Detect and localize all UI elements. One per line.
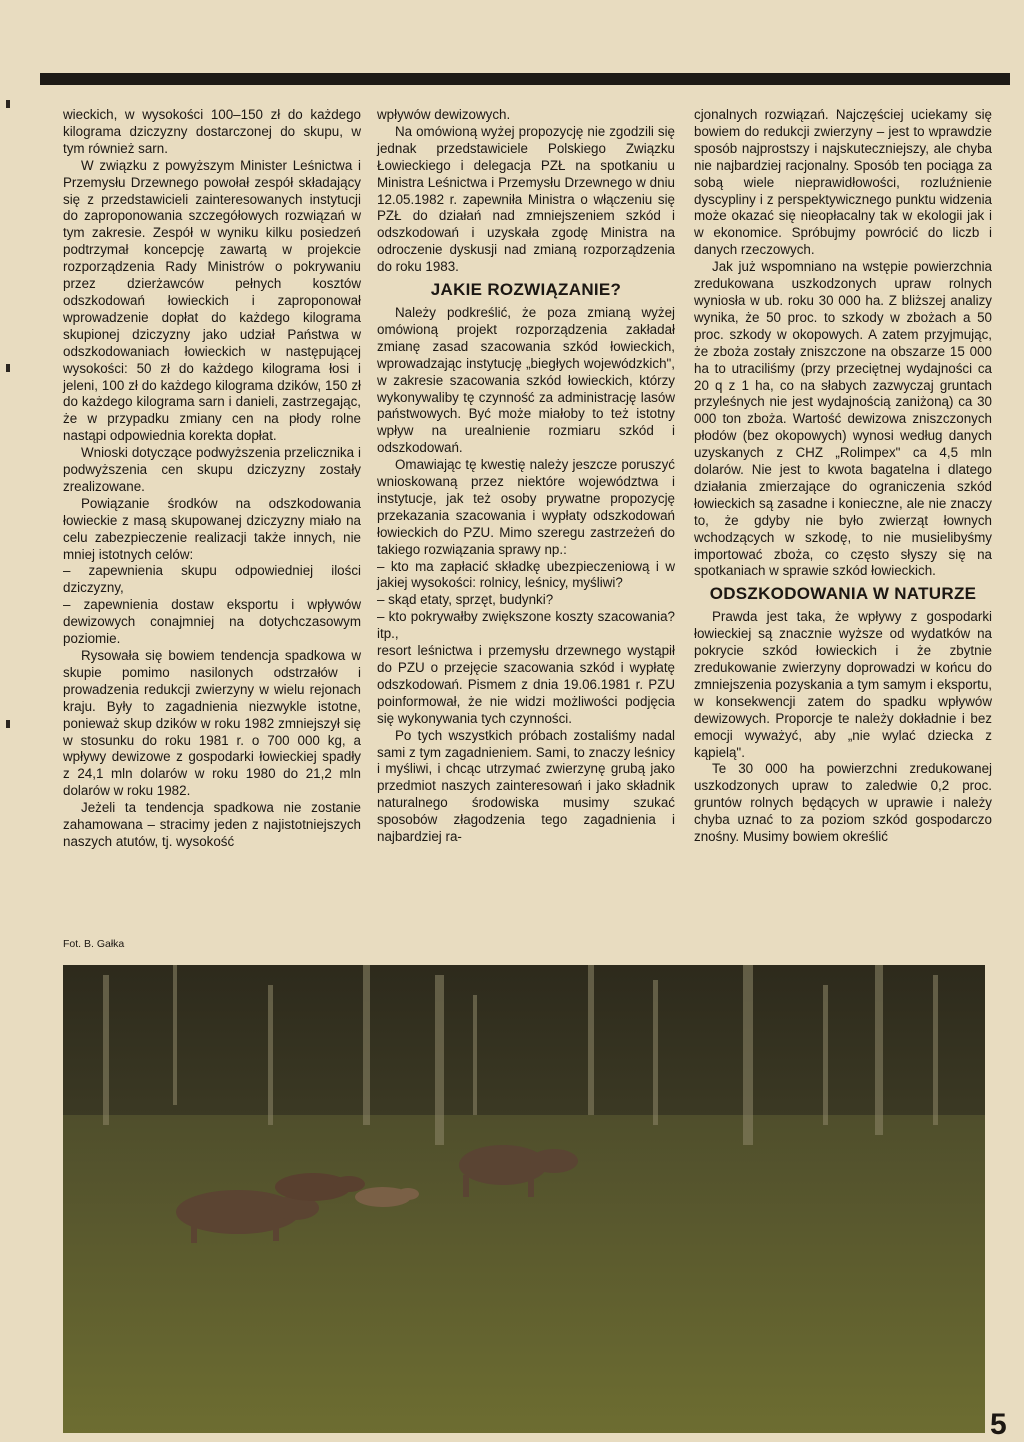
column-3 [694,107,992,846]
top-rule [40,73,1010,85]
paragraph: Wnioski dotyczące podwyższenia przelicznika i podwyższenia cen skupu dziczyzny zostały zrealizowane. [63,445,361,494]
paragraph: Na omówioną wyżej propozycję nie zgodzili się jednak przedstawiciele Polskiego Związku Łowieckiego i delegacja PZŁ na spotkaniu u Ministra Leśnictwa i Przemysłu Drzewnego w dniu 12.05.1982 r. zapewniła Ministra o włączeniu się PZŁ do działań nad zmniejszeniem szkód i odszkodowań i uzyskała zgodę Ministra na odroczenie dyskusji nad zmianą rozporządzenia do roku 1983. [377,123,675,275]
paragraph: resort leśnictwa i przemysłu drzewnego wystąpił do PZU o przejęcie szacowania szkód i wypłatę odszkodowań. Pismem z dnia 19.06.1981 r. PZU poinformował, że nie widzi możliwości podjęcia się wykonywania tych czynności. [377,643,675,726]
list-item: – zapewnienia skupu odpowiedniej ilości dziczyzny, [63,563,361,596]
paragraph: Rysowała się bowiem tendencja spadkowa w skupie pomimo nasilonych odstrzałów i prowadzenia redukcji zwierzyny w wielu rejonach kraju. Były to zagadnienia niezwykle istotne, ponieważ skup dzików w roku 1982 zmniejszył się w stosunku do roku 1981 r. o 700 000 kg, a wpływy dewizowe z gospodarki łowieckiej spadły z 24,1 mln dolarów w roku 1980 do 21,2 mln dolarów w roku 1982. [63,648,361,799]
photo-credit: Fot. B. Gałka [63,938,125,950]
paragraph: wieckich, w wysokości 100–150 zł do każdego kilograma dziczyzny dostarczonej do skupu, w tym również sarn. [63,107,361,156]
section-heading: ODSZKODOWANIA W NATURZE [709,584,977,604]
margin-mark [6,720,10,728]
section-heading: JAKIE ROZWIĄZANIE? [430,280,622,300]
paragraph: Te 30 000 ha powierzchni zredukowanej uszkodzonych upraw to zaledwie 0,2 proc. gruntów rolnych będących w uprawie i należy chyba uznać to za poziom szkód gospodarczo znośny. Musimy bowiem określić [694,761,992,845]
paragraph: Powiązanie środków na odszkodowania łowieckie z masą skupowanej dziczyzny miało na celu zabezpieczenie realizacji także innych, nie mniej istotnych celów: [63,495,361,562]
column-2 [377,107,675,846]
list-item: – kto ma zapłacić składkę ubezpieczeniową i w jakiej wysokości: rolnicy, leśnicy, myśliwi? [377,558,675,591]
paragraph: Omawiając tę kwestię należy jeszcze poruszyć wnioskowaną przez niektóre województwa i instytucje, jak też osoby prywatne propozycję przekazania szacowania i wypłaty odszkodowań łowieckich do PZU. Mimo szeregu zastrzeżeń do takiego rozwiązania sprawy np.: [377,457,675,557]
list-item: – kto pokrywałby zwiększone koszty szacowania? itp., [377,609,675,642]
paragraph: W związku z powyższym Minister Leśnictwa i Przemysłu Drzewnego powołał zespół składający się z przedstawicieli zainteresowanych instytucji do zaproponowania szczegółowych rozwiązań w tym zakresie. Zespół w wyniku kilku posiedzeń podtrzymał koncepcję zawartą w projekcie rozporządzenia Rady Ministrów o pokrywaniu przez dzierżawców pełnych kosztów odszkodowań łowieckich i zaproponował wprowadzenie dopłat do każdego kilograma skupionej dziczyzny jako udział Państwa w odszkodowaniach łowieckich w następującej wysokości: 50 zł do każdego kilograma łosi i jeleni, 100 zł do każdego kilograma dzików, 150 zł do każdego kilograma sarn i danieli, zastrzegając, że w przypadku zmiany cen na płody rolne nastąpi odpowiednia korekta dopłat. [63,157,361,444]
boar-photo-illustration [63,965,985,1433]
paragraph: Jeżeli ta tendencja spadkowa nie zostanie zahamowana – stracimy jeden z najistotniejszych naszych atutów, tj. wysokość [63,800,361,849]
page-number: 5 [990,1408,1007,1441]
paragraph: wpływów dewizowych. [377,107,511,122]
paragraph: Należy podkreślić, że poza zmianą wyżej omówioną projekt rozporządzenia zakładał zmianę zasad szacowania szkód łowieckich, wprowadzając instytucję „biegłych wojewódzkich", w zakresie szacowania szkód łowieckich, którzy wykonywaliby tę czynność za administrację lasów państwowych. Być może miałoby to też istotny wpływ na urealnienie rozmiaru szkód i odszkodowań. [377,304,675,456]
photo-wild-boars [63,965,985,1433]
column-1 [63,107,361,851]
margin-mark [6,100,10,108]
paragraph: cjonalnych rozwiązań. Najczęściej uciekamy się bowiem do redukcji zwierzyny – jest to wprawdzie sposób najprostszy i najskuteczniejszy, ale chyba nie najbardziej racjonalny. Sposób ten pociąga za sobą wiele nieprawidłowości, rozluźnienie dyscypliny i z perspektywicznego punktu widzenia może okazać się nieopłacalny tak w ekologii jak i w ekonomice. Spróbujmy powrócić do liczb i danych rzeczowych. [694,107,992,258]
paragraph: Po tych wszystkich próbach zostaliśmy nadal sami z tym zagadnieniem. Sami, to znaczy leśnicy i myśliwi, i chcąc utrzymać zwierzynę grubą jako przedmiot naszych zainteresowań i jako składnik naturalnego środowiska musimy szukać sposobów złagodzenia tego zagadnienia i najbardziej ra- [377,727,675,845]
margin-mark [6,364,10,372]
list-item: – zapewnienia dostaw eksportu i wpływów dewizowych conajmniej na dotychczasowym poziomie. [63,597,361,647]
paragraph: Jak już wspomniano na wstępie powierzchnia zredukowana uszkodzonych upraw rolnych wyniosła w ub. roku 30 000 ha. Z bliższej analizy wynika, że 50 proc. to szkody w zbożach a 50 proc. szkody w okopowych. A zatem przyjmując, że zboża zostały zniszczone na obszarze 15 000 ha to utraciliśmy (przy przeciętnej wydajności ca 20 q z 1 ha, co na słabych zazwyczaj gruntach przyleśnych nie jest wydajnością zaniżoną) ca 30 000 ton zboża. Wartość dewizowa zniszczonych płodów (bez okopowych) wynosi według danych uzyskanych z CHZ „Rolimpex" ca 4,5 mln dolarów. Nie jest to kwota bagatelna i dlatego działania zmierzające do ograniczenia szkód łowieckich są zasadne i konieczne, ale nie znaczy to, że gdyby nie było zwierząt łownych wchodzących w szkodę, to nie musielibyśmy importować zboża, co często słyszy się na spotkaniach w sprawie szkód łowieckich. [694,259,992,579]
paragraph: Prawda jest taka, że wpływy z gospodarki łowieckiej są znacznie wyższe od wydatków na pokrycie szkód łowieckich i że zbytnie zredukowanie zwierzyny doprowadzi w końcu do zmniejszenia pozyskania a tym samym i eksportu, w konsekwencji zatem do spadku wpływów dewizowych. Proporcje te należy dokładnie i bez emocji wyważyć, aby „nie wylać dziecka z kąpielą". [694,609,992,760]
list-item: – skąd etaty, sprzęt, budynki? [377,592,554,608]
